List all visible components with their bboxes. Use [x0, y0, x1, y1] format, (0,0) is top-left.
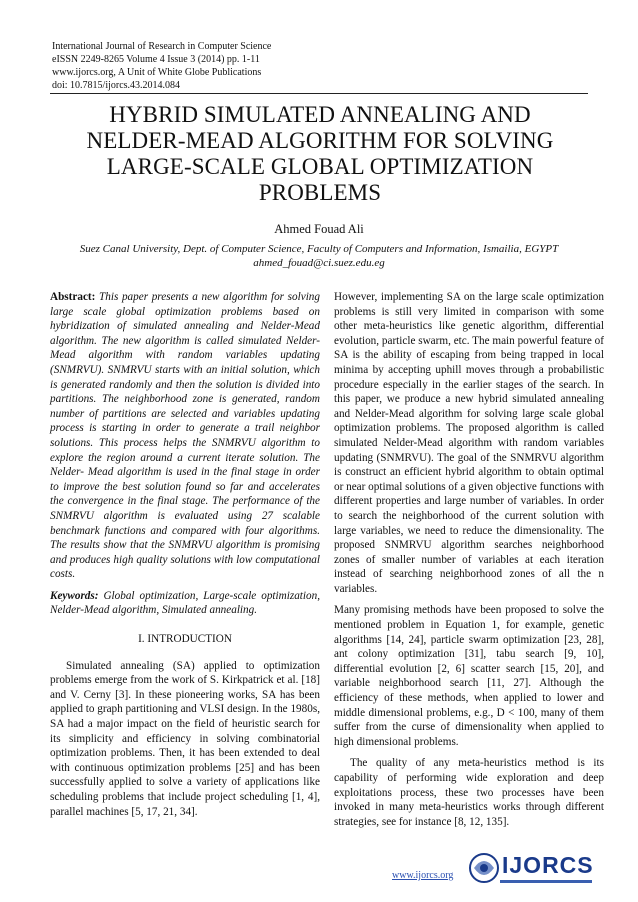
- title-line: PROBLEMS: [258, 180, 382, 205]
- logo-tagline-bar: [500, 880, 592, 883]
- journal-doi: doi: 10.7815/ijorcs.43.2014.084: [52, 80, 181, 91]
- keywords: [50, 589, 320, 618]
- title-line: NELDER-MEAD ALGORITHM FOR SOLVING: [86, 128, 554, 153]
- abstract: [50, 290, 320, 582]
- journal-site: www.ijorcs.org, A Unit of White Globe Publications: [52, 67, 262, 78]
- journal-header: [52, 40, 592, 92]
- keywords-text: Global optimization, Large-scale optimization, Nelder-Mead algorithm, Simulated annealing.: [50, 589, 320, 617]
- left-column: [50, 290, 320, 826]
- abstract-text: This paper presents a new algorithm for solving large scale global optimization problems based on hybridization of simulated annealing and Nelder-Mead algorithm. The new algorithm is called simulated Nelder-Mead algorithm with random variables updating (SNMRVU). SNMRVU starts with an initial solution, which is generated randomly and then the solution is divided into partitions. The neighborhood zone is generated, random number of partitions are selected and variables updating process is starting in order to generate a trail neighbor solutions. This process helps the SNMRVU algorithm to explore the region around a current iterate solution. The Nelder- Mead algorithm is used in the final stage in order to improve the best solution found so far and accelerates the convergence in the final stage. The performance of the SNMRVU algorithm is evaluated using 27 scalable benchmark functions and compared with four algorithms. The results show that the SNMRVU algorithm is promising and produces high quality solutions with low computational costs.: [50, 291, 320, 581]
- abstract-label: Abstract:: [50, 291, 96, 303]
- body-paragraph: However, implementing SA on the large scale optimization problems is still very limited in comparison with some other meta-heuristics like genetic algorithm, differential evolution, particle swarm, etc. The main powerful feature of SA is the ability of escaping from being trapped in local minima by accepting uphill moves through a probabilistic procedure especially in the earlier stages of the search. In this paper, we produce a new hybrid simulated annealing and Nelder-Mead algorithm for solving large scale global optimization problems. The proposed algorithm is called simulated Nelder-Mead algorithm with random variables updating (SNMRVU). The goal of the SNMRVU algorithm is construct an efficient hybrid algorithm to obtain optimal or near optimal solutions of a given objective functions with different properties and large number of variables. In order to search the neighborhood of the current solution with large variables, we need to reduce the dimensionality. The proposed SNMRVU algorithm searches neighborhood zones of smaller number of variables at each iteration instead of searching neighborhood zones of all the n variables.: [334, 291, 604, 595]
- right-column: [334, 290, 604, 836]
- body-paragraph: The quality of any meta-heuristics method is its capability of performing wide exploration and deep exploitations process, these two processes have been invoked in many meta-heuristics works through different strategies, see for instance [8, 12, 135].: [334, 757, 604, 828]
- logo-wordmark: IJORCS: [502, 852, 594, 878]
- affiliation-block: [0, 242, 638, 270]
- section-heading: I. INTRODUCTION: [138, 633, 232, 646]
- keywords-label: Keywords:: [50, 589, 99, 602]
- title-line: HYBRID SIMULATED ANNEALING AND: [109, 102, 531, 127]
- body-paragraph: Many promising methods have been proposed to solve the mentioned problem in Equation 1, for example, genetic algorithms [14, 24], particle swarm optimization [23, 28], ant colony optimization [31], tabu search [9, 10], differential evolution [2, 6] scatter search [15, 20], and variable neighborhood search [11, 27]. Although the efficiency of these methods, when applied to lower and middle dimensional problems, e.g., D < 100, many of them suffer from the curse of dimensionality when applied to high dimensional problems.: [334, 604, 604, 748]
- header-divider: [50, 93, 588, 94]
- journal-issn: eISSN 2249-8265 Volume 4 Issue 3 (2014) pp. 1-11: [52, 54, 260, 65]
- footer-website-link[interactable]: www.ijorcs.org: [392, 870, 454, 881]
- intro-paragraph: Simulated annealing (SA) applied to optimization problems emerge from the work of S. Kirkpatrick et al. [18] and V. Cerny [3]. In these pioneering works, SA has been applied to graph partitioning and VLSI design. In the 1980s, SA had a major impact on the field of heuristic search for its simplicity and efficiency in solving combinatorial optimization problems. Then, it has been extended to deal with continuous optimization problems [25] and has been successfully applied to solve a variety of applications like scheduling problems that include project scheduling [1, 4], parallel machines [5, 17, 21, 34].: [50, 659, 320, 818]
- journal-name: International Journal of Research in Computer Science: [52, 41, 272, 52]
- author-name: Ahmed Fouad Ali: [274, 222, 364, 236]
- paper-title: [40, 102, 600, 206]
- title-line: LARGE-SCALE GLOBAL OPTIMIZATION: [106, 154, 534, 179]
- affiliation: Suez Canal University, Dept. of Computer Science, Faculty of Computers and Information, Ismailia, EGYPT: [79, 243, 559, 255]
- author-email[interactable]: ahmed_fouad@ci.suez.edu.eg: [253, 257, 385, 269]
